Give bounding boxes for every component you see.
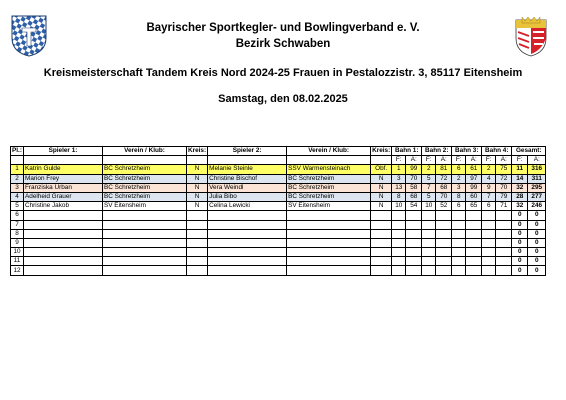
sub-empty [24, 156, 103, 165]
lane2-errors-cell [422, 220, 436, 229]
club2-cell: BC Schretzheim [287, 174, 371, 183]
lane3-errors-cell [452, 257, 466, 266]
lane1-errors-cell [392, 238, 406, 247]
club1-cell [103, 220, 187, 229]
place-cell: 3 [11, 183, 24, 192]
sub-f: F: [512, 156, 528, 165]
place-cell: 11 [11, 257, 24, 266]
lane4-clearing-cell [496, 211, 512, 220]
lane3-errors-cell: 2 [452, 174, 466, 183]
lane3-clearing-cell: 61 [466, 165, 482, 174]
schwaben-coat-of-arms-icon [512, 14, 550, 58]
lane3-errors-cell [452, 220, 466, 229]
total-clearing-cell: 295 [528, 183, 546, 192]
results-table [10, 146, 546, 276]
district2-cell [371, 229, 392, 238]
total-errors-cell: 32 [512, 183, 528, 192]
lane3-errors-cell: 3 [452, 183, 466, 192]
lane1-clearing-cell [406, 229, 422, 238]
player2-cell: Christine Bischof [208, 174, 287, 183]
lane2-clearing-cell [436, 220, 452, 229]
table-row [11, 266, 546, 275]
col-pl: Pl.: [12, 147, 22, 155]
table-row [11, 220, 546, 229]
lane1-clearing-cell: 54 [406, 202, 422, 211]
lane2-errors-cell [422, 211, 436, 220]
lane2-clearing-cell [436, 211, 452, 220]
club1-cell [103, 257, 187, 266]
lane1-errors-cell [392, 229, 406, 238]
place-cell: 9 [11, 238, 24, 247]
sub-f: F: [392, 156, 406, 165]
district1-cell [187, 257, 208, 266]
total-errors-cell: 28 [512, 192, 528, 201]
organization-name: Bayrischer Sportkegler- und Bowlingverband e. V. [146, 22, 420, 34]
player2-cell: Vera Weindl [208, 183, 287, 192]
total-clearing-cell: 0 [528, 229, 546, 238]
lane3-clearing-cell [466, 211, 482, 220]
total-clearing-cell: 0 [528, 220, 546, 229]
sub-f: F: [452, 156, 466, 165]
lane4-errors-cell [482, 248, 496, 257]
table-row [11, 165, 546, 174]
district-name: Bezirk Schwaben [235, 38, 331, 50]
total-errors-cell: 0 [512, 229, 528, 238]
lane1-errors-cell: 10 [392, 202, 406, 211]
lane1-errors-cell [392, 248, 406, 257]
player1-cell [24, 229, 103, 238]
club1-cell: BC Schretzheim [103, 183, 187, 192]
total-errors-cell: 0 [512, 248, 528, 257]
lane1-clearing-cell: 58 [406, 183, 422, 192]
player1-cell [24, 266, 103, 275]
lane2-errors-cell: 7 [422, 183, 436, 192]
place-cell: 7 [11, 220, 24, 229]
col-bahn1: Bahn 1: [392, 147, 422, 156]
district2-cell: Obf. [371, 165, 392, 174]
player1-cell: Franziska Urban [24, 183, 103, 192]
district1-cell: N [187, 165, 208, 174]
district2-cell [371, 248, 392, 257]
district2-cell [371, 220, 392, 229]
lane3-errors-cell: 8 [452, 192, 466, 201]
sub-empty [103, 156, 187, 165]
header-row [11, 147, 546, 156]
player2-cell: Melanie Steinle [208, 165, 287, 174]
player2-cell [208, 257, 287, 266]
sub-a: A: [436, 156, 452, 165]
lane1-clearing-cell: 99 [406, 165, 422, 174]
player1-cell [24, 257, 103, 266]
lane2-errors-cell: 5 [422, 174, 436, 183]
total-clearing-cell: 0 [528, 238, 546, 247]
table-row [11, 229, 546, 238]
district2-cell [371, 266, 392, 275]
col-kreis1: Kreis: [188, 147, 207, 155]
bavaria-lozenge-crest-icon [10, 14, 48, 58]
lane2-clearing-cell: 70 [436, 192, 452, 201]
table-row [11, 202, 546, 211]
lane2-errors-cell [422, 257, 436, 266]
sub-empty [208, 156, 287, 165]
lane1-clearing-cell [406, 211, 422, 220]
lane1-clearing-cell: 68 [406, 192, 422, 201]
district1-cell: N [187, 192, 208, 201]
club1-cell: BC Schretzheim [103, 192, 187, 201]
lane3-errors-cell: 6 [452, 165, 466, 174]
lane1-errors-cell: 1 [392, 165, 406, 174]
lane4-clearing-cell [496, 229, 512, 238]
player1-cell [24, 211, 103, 220]
lane2-clearing-cell [436, 266, 452, 275]
sub-empty [371, 156, 392, 165]
col-verein2: Verein / Klub: [287, 147, 371, 156]
player1-cell [24, 238, 103, 247]
player1-cell: Christine Jakob [24, 202, 103, 211]
player1-cell [24, 248, 103, 257]
lane2-errors-cell [422, 248, 436, 257]
event-date: Samstag, den 08.02.2025 [218, 93, 348, 105]
lane2-clearing-cell: 81 [436, 165, 452, 174]
club2-cell: SSV Warmensteinach [287, 165, 371, 174]
place-cell: 8 [11, 229, 24, 238]
sub-empty [287, 156, 371, 165]
district2-cell: N [371, 202, 392, 211]
lane1-clearing-cell [406, 220, 422, 229]
lane1-clearing-cell: 70 [406, 174, 422, 183]
club2-cell [287, 229, 371, 238]
district2-cell [371, 211, 392, 220]
player2-cell [208, 248, 287, 257]
district1-cell: N [187, 183, 208, 192]
col-bahn4: Bahn 4: [482, 147, 512, 156]
sub-f: F: [422, 156, 436, 165]
total-errors-cell: 14 [512, 174, 528, 183]
lane1-errors-cell: 13 [392, 183, 406, 192]
club1-cell [103, 211, 187, 220]
lane4-clearing-cell: 72 [496, 174, 512, 183]
district2-cell: N [371, 183, 392, 192]
col-bahn3: Bahn 3: [452, 147, 482, 156]
lane4-clearing-cell: 71 [496, 202, 512, 211]
player1-cell: Katrin Gulde [24, 165, 103, 174]
lane2-clearing-cell [436, 238, 452, 247]
col-bahn2: Bahn 2: [422, 147, 452, 156]
table-row [11, 183, 546, 192]
lane4-clearing-cell: 75 [496, 165, 512, 174]
player2-cell [208, 238, 287, 247]
sub-empty [11, 156, 24, 165]
sub-a: A: [528, 156, 546, 165]
lane1-errors-cell [392, 266, 406, 275]
col-spieler1: Spieler 1: [24, 147, 103, 156]
district2-cell: N [371, 192, 392, 201]
club1-cell [103, 266, 187, 275]
district1-cell [187, 211, 208, 220]
district2-cell: N [371, 174, 392, 183]
district1-cell [187, 229, 208, 238]
lane2-errors-cell [422, 238, 436, 247]
table-row [11, 238, 546, 247]
lane4-errors-cell [482, 257, 496, 266]
lane4-clearing-cell: 79 [496, 192, 512, 201]
sub-a: A: [466, 156, 482, 165]
total-clearing-cell: 0 [528, 211, 546, 220]
lane1-clearing-cell [406, 238, 422, 247]
lane4-clearing-cell [496, 266, 512, 275]
lane3-errors-cell [452, 266, 466, 275]
lane1-clearing-cell [406, 248, 422, 257]
lane3-errors-cell [452, 238, 466, 247]
lane4-clearing-cell [496, 220, 512, 229]
total-errors-cell: 0 [512, 266, 528, 275]
lane4-errors-cell: 6 [482, 202, 496, 211]
table-row [11, 174, 546, 183]
district1-cell [187, 238, 208, 247]
place-cell: 5 [11, 202, 24, 211]
district2-cell [371, 257, 392, 266]
total-clearing-cell: 277 [528, 192, 546, 201]
lane2-errors-cell [422, 229, 436, 238]
club2-cell [287, 220, 371, 229]
lane3-clearing-cell: 65 [466, 202, 482, 211]
total-clearing-cell: 0 [528, 257, 546, 266]
club1-cell [103, 238, 187, 247]
club2-cell [287, 266, 371, 275]
lane4-errors-cell [482, 229, 496, 238]
lane4-errors-cell: 7 [482, 192, 496, 201]
lane4-errors-cell [482, 238, 496, 247]
table-row [11, 248, 546, 257]
district1-cell [187, 266, 208, 275]
place-cell: 2 [11, 174, 24, 183]
lane4-clearing-cell: 70 [496, 183, 512, 192]
club2-cell [287, 238, 371, 247]
table-row [11, 211, 546, 220]
col-kreis2: Kreis: [372, 147, 391, 155]
lane2-clearing-cell [436, 257, 452, 266]
col-spieler2: Spieler 2: [208, 147, 287, 156]
table-row [11, 257, 546, 266]
lane4-clearing-cell [496, 248, 512, 257]
lane1-clearing-cell [406, 257, 422, 266]
club1-cell: SV Eitensheim [103, 202, 187, 211]
club1-cell: BC Schretzheim [103, 165, 187, 174]
lane3-errors-cell [452, 248, 466, 257]
lane3-clearing-cell: 99 [466, 183, 482, 192]
lane4-clearing-cell [496, 257, 512, 266]
total-errors-cell: 32 [512, 202, 528, 211]
lane4-clearing-cell [496, 238, 512, 247]
player1-cell: Adelheid Grauer [24, 192, 103, 201]
sub-empty [187, 156, 208, 165]
sub-f: F: [482, 156, 496, 165]
total-errors-cell: 0 [512, 257, 528, 266]
total-errors-cell: 0 [512, 220, 528, 229]
player1-cell [24, 220, 103, 229]
club2-cell: BC Schretzheim [287, 183, 371, 192]
player2-cell: Julia Bibo [208, 192, 287, 201]
lane3-errors-cell: 6 [452, 202, 466, 211]
club2-cell [287, 248, 371, 257]
total-clearing-cell: 0 [528, 248, 546, 257]
district1-cell: N [187, 202, 208, 211]
club1-cell: BC Schretzheim [103, 174, 187, 183]
total-clearing-cell: 316 [528, 165, 546, 174]
player2-cell [208, 229, 287, 238]
lane3-clearing-cell: 60 [466, 192, 482, 201]
lane4-errors-cell [482, 211, 496, 220]
lane3-clearing-cell [466, 220, 482, 229]
lane2-errors-cell: 10 [422, 202, 436, 211]
total-clearing-cell: 311 [528, 174, 546, 183]
district1-cell [187, 248, 208, 257]
col-gesamt: Gesamt: [512, 147, 546, 156]
lane1-errors-cell [392, 257, 406, 266]
lane3-clearing-cell [466, 229, 482, 238]
total-clearing-cell: 246 [528, 202, 546, 211]
results-body [11, 165, 546, 275]
lane3-clearing-cell: 97 [466, 174, 482, 183]
total-clearing-cell: 0 [528, 266, 546, 275]
lane2-clearing-cell: 68 [436, 183, 452, 192]
col-verein1: Verein / Klub: [103, 147, 187, 156]
lane3-clearing-cell [466, 238, 482, 247]
lane2-clearing-cell: 52 [436, 202, 452, 211]
sub-a: A: [406, 156, 422, 165]
lane4-errors-cell [482, 220, 496, 229]
club2-cell: BC Schretzheim [287, 192, 371, 201]
club2-cell [287, 211, 371, 220]
place-cell: 12 [11, 266, 24, 275]
subheader-row [11, 156, 546, 165]
lane3-clearing-cell [466, 257, 482, 266]
lane1-errors-cell [392, 220, 406, 229]
table-row [11, 192, 546, 201]
district1-cell: N [187, 174, 208, 183]
lane3-errors-cell [452, 211, 466, 220]
lane1-errors-cell [392, 211, 406, 220]
total-errors-cell: 0 [512, 211, 528, 220]
club2-cell [287, 257, 371, 266]
place-cell: 6 [11, 211, 24, 220]
place-cell: 4 [11, 192, 24, 201]
player2-cell [208, 266, 287, 275]
club1-cell [103, 248, 187, 257]
lane4-errors-cell: 9 [482, 183, 496, 192]
lane2-clearing-cell [436, 229, 452, 238]
player2-cell [208, 211, 287, 220]
club1-cell [103, 229, 187, 238]
lane4-errors-cell [482, 266, 496, 275]
lane4-errors-cell: 4 [482, 174, 496, 183]
lane2-errors-cell: 2 [422, 165, 436, 174]
district2-cell [371, 238, 392, 247]
total-errors-cell: 11 [512, 165, 528, 174]
lane2-clearing-cell [436, 248, 452, 257]
player2-cell [208, 220, 287, 229]
sub-a: A: [496, 156, 512, 165]
lane1-clearing-cell [406, 266, 422, 275]
club2-cell: SV Eitensheim [287, 202, 371, 211]
place-cell: 10 [11, 248, 24, 257]
place-cell: 1 [11, 165, 24, 174]
player1-cell: Marion Frey [24, 174, 103, 183]
total-errors-cell: 0 [512, 238, 528, 247]
lane3-clearing-cell [466, 266, 482, 275]
event-title: Kreismeisterschaft Tandem Kreis Nord 2024-25 Frauen in Pestalozzistr. 3, 85117 Eitensheim [43, 67, 523, 79]
lane2-errors-cell: 5 [422, 192, 436, 201]
lane4-errors-cell: 2 [482, 165, 496, 174]
lane3-errors-cell [452, 229, 466, 238]
lane1-errors-cell: 3 [392, 174, 406, 183]
lane3-clearing-cell [466, 248, 482, 257]
lane2-clearing-cell: 72 [436, 174, 452, 183]
player2-cell: Celina Lewicki [208, 202, 287, 211]
lane2-errors-cell [422, 266, 436, 275]
district1-cell [187, 220, 208, 229]
lane1-errors-cell: 8 [392, 192, 406, 201]
